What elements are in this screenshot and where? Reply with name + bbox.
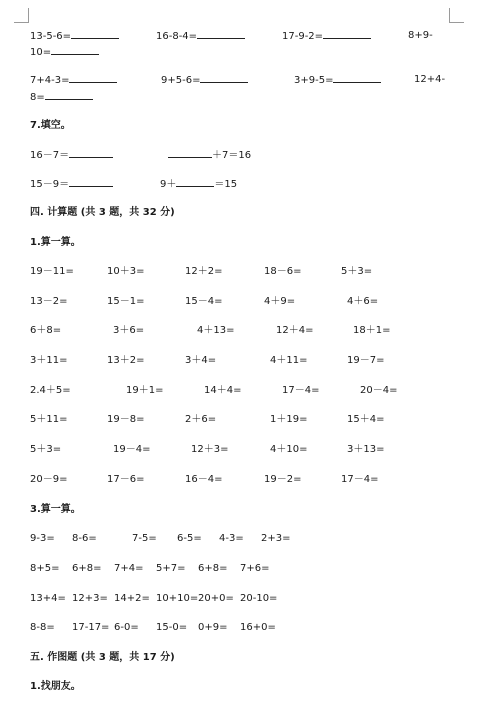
calc-item: 7-5= bbox=[132, 533, 157, 544]
question-heading: 1.找朋友。 bbox=[30, 681, 81, 692]
calc-item: 6＋8= bbox=[30, 325, 62, 336]
answer-blank[interactable] bbox=[69, 74, 117, 83]
calc-item: 14+2= bbox=[114, 593, 150, 604]
calc-item: 17－6= bbox=[107, 474, 145, 485]
calc-item: 7+6= bbox=[240, 563, 270, 574]
expression-item: 16-8-4= bbox=[156, 30, 245, 43]
expression-item: 3+9-5= bbox=[294, 74, 381, 87]
calc-item: 5＋3= bbox=[30, 444, 62, 455]
calc-item: 4＋6= bbox=[347, 296, 379, 307]
question-heading: 3.算一算。 bbox=[30, 504, 81, 515]
calc-item: 20－9= bbox=[30, 474, 68, 485]
expression-item-wrap: 10= bbox=[30, 46, 99, 59]
answer-blank[interactable] bbox=[45, 91, 93, 100]
answer-blank[interactable] bbox=[200, 74, 248, 83]
calc-item: 3＋13= bbox=[347, 444, 385, 455]
calc-item: 4＋11= bbox=[270, 355, 308, 366]
calc-item: 3＋4= bbox=[185, 355, 217, 366]
expression-item: 13-5-6= bbox=[30, 30, 119, 43]
calc-item: 19＋1= bbox=[126, 385, 164, 396]
calc-item: 16－4= bbox=[185, 474, 223, 485]
calc-item: 13－2= bbox=[30, 296, 68, 307]
calc-item: 17－4= bbox=[341, 474, 379, 485]
calc-item: 10+10= bbox=[156, 593, 199, 604]
calc-item: 4＋9= bbox=[264, 296, 296, 307]
calc-item: 19－7= bbox=[347, 355, 385, 366]
calc-item: 19－8= bbox=[107, 414, 145, 425]
calc-item: 20－4= bbox=[360, 385, 398, 396]
calc-item: 15＋4= bbox=[347, 414, 385, 425]
calc-item: 9-3= bbox=[30, 533, 55, 544]
calc-item: 18＋1= bbox=[353, 325, 391, 336]
fill-blank-item: 16－7＝ bbox=[30, 149, 113, 162]
expression-item: 12+4- bbox=[414, 74, 446, 85]
calc-item: 3＋11= bbox=[30, 355, 68, 366]
calc-item: 4＋10= bbox=[270, 444, 308, 455]
fill-blank-item: 15－9＝ bbox=[30, 178, 113, 191]
calc-item: 5＋11= bbox=[30, 414, 68, 425]
calc-item: 8+5= bbox=[30, 563, 60, 574]
question-heading: 1.算一算。 bbox=[30, 237, 81, 248]
calc-item: 19－2= bbox=[264, 474, 302, 485]
calc-item: 13＋2= bbox=[107, 355, 145, 366]
expression-item: 7+4-3= bbox=[30, 74, 117, 87]
answer-blank[interactable] bbox=[69, 178, 113, 187]
calc-item: 3＋6= bbox=[113, 325, 145, 336]
calc-item: 4-3= bbox=[219, 533, 244, 544]
page-corner-mark-right bbox=[449, 8, 464, 23]
calc-item: 17－4= bbox=[282, 385, 320, 396]
calc-item: 17-17= bbox=[72, 622, 110, 633]
calc-item: 15-0= bbox=[156, 622, 188, 633]
expression-item-wrap: 8= bbox=[30, 91, 93, 104]
calc-item: 6+8= bbox=[198, 563, 228, 574]
calc-item: 20-10= bbox=[240, 593, 278, 604]
calc-item: 7+4= bbox=[114, 563, 144, 574]
calc-item: 13+4= bbox=[30, 593, 66, 604]
answer-blank[interactable] bbox=[168, 149, 212, 158]
calc-item: 19－4= bbox=[113, 444, 151, 455]
calc-item: 5＋3= bbox=[341, 266, 373, 277]
calc-item: 2+3= bbox=[261, 533, 291, 544]
calc-item: 10＋3= bbox=[107, 266, 145, 277]
calc-item: 18－6= bbox=[264, 266, 302, 277]
answer-blank[interactable] bbox=[333, 74, 381, 83]
calc-item: 2.4＋5= bbox=[30, 385, 71, 396]
fill-blank-item: 9＋ ＝15 bbox=[160, 179, 238, 190]
calc-item: 15－4= bbox=[185, 296, 223, 307]
fill-blank-item: ＋7＝16 bbox=[168, 149, 251, 162]
answer-blank[interactable] bbox=[197, 30, 245, 39]
calc-item: 20+0= bbox=[198, 593, 234, 604]
calc-item: 1＋19= bbox=[270, 414, 308, 425]
calc-item: 12＋4= bbox=[276, 325, 314, 336]
calc-item: 12＋3= bbox=[191, 444, 229, 455]
answer-blank[interactable] bbox=[71, 30, 119, 39]
calc-item: 6-5= bbox=[177, 533, 202, 544]
expression-item: 9+5-6= bbox=[161, 74, 248, 87]
calc-item: 15－1= bbox=[107, 296, 145, 307]
calc-item: 12＋2= bbox=[185, 266, 223, 277]
calc-item: 12+3= bbox=[72, 593, 108, 604]
section-heading: 五. 作图题 (共 3 题，共 17 分) bbox=[30, 652, 175, 663]
calc-item: 6-0= bbox=[114, 622, 139, 633]
calc-item: 8-8= bbox=[30, 622, 55, 633]
answer-blank[interactable] bbox=[51, 46, 99, 55]
calc-item: 4＋13= bbox=[197, 325, 235, 336]
section-heading: 四. 计算题 (共 3 题，共 32 分) bbox=[30, 207, 175, 218]
page-corner-mark-left bbox=[14, 8, 29, 23]
expression-item: 8+9- bbox=[408, 30, 433, 41]
calc-item: 2＋6= bbox=[185, 414, 217, 425]
calc-item: 16+0= bbox=[240, 622, 276, 633]
answer-blank[interactable] bbox=[69, 149, 113, 158]
calc-item: 0+9= bbox=[198, 622, 228, 633]
calc-item: 5+7= bbox=[156, 563, 186, 574]
answer-blank[interactable] bbox=[323, 30, 371, 39]
calc-item: 19－11= bbox=[30, 266, 74, 277]
calc-item: 14＋4= bbox=[204, 385, 242, 396]
question-heading: 7.填空。 bbox=[30, 120, 71, 131]
expression-item: 17-9-2= bbox=[282, 30, 371, 43]
calc-item: 6+8= bbox=[72, 563, 102, 574]
calc-item: 8-6= bbox=[72, 533, 97, 544]
answer-blank[interactable] bbox=[176, 178, 214, 187]
